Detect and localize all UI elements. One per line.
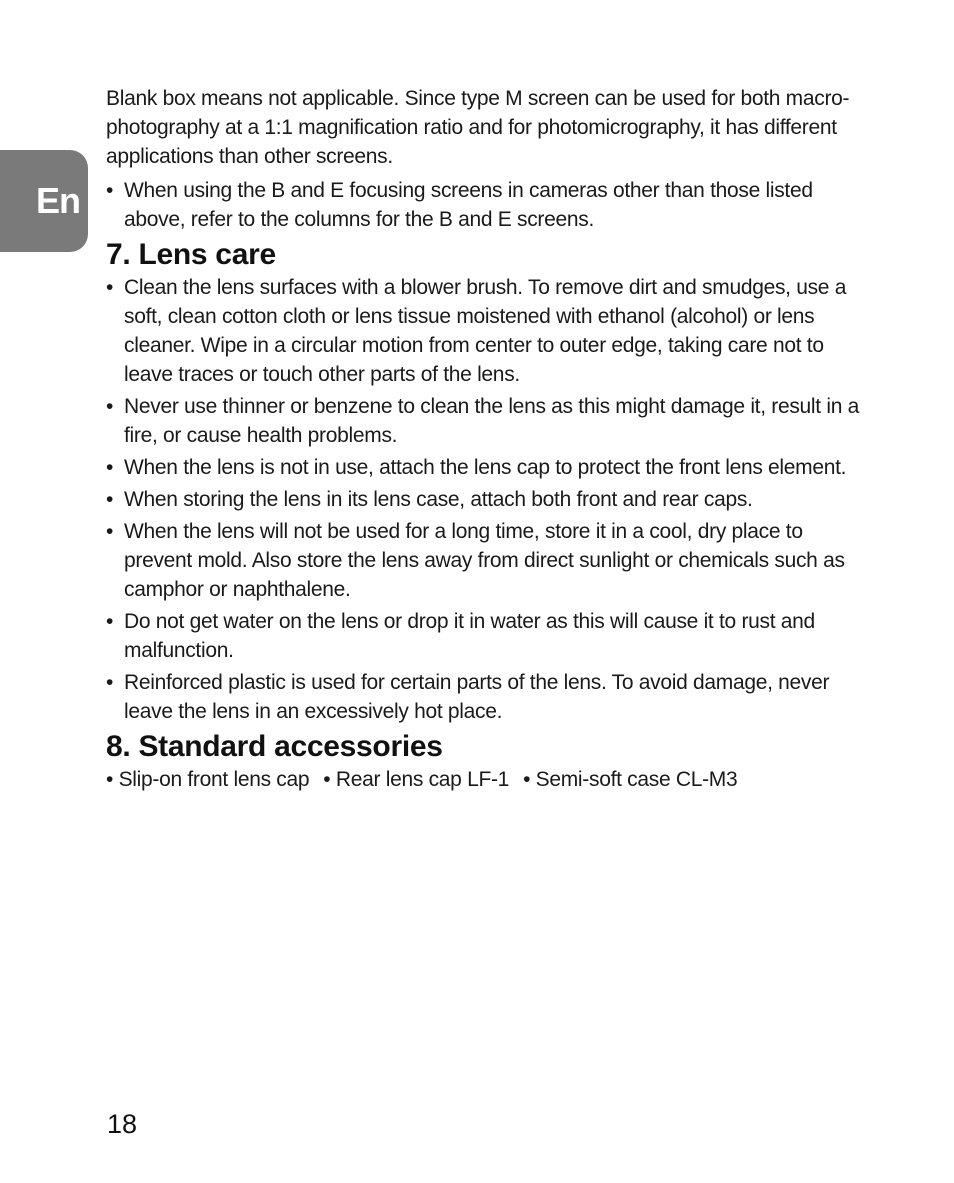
accessories-list: [106, 765, 876, 794]
list-item: • Reinforced plastic is used for certain parts of the lens. To avoid damage, never leave the lens in an excessively hot place.: [106, 668, 876, 726]
language-tab: [0, 150, 88, 252]
list-item: • When the lens is not in use, attach the lens cap to protect the front lens element.: [106, 453, 876, 482]
section-heading-lens-care: 7. Lens care: [106, 238, 276, 271]
list-item: • When storing the lens in its lens case, attach both front and rear caps.: [106, 485, 876, 514]
intro-paragraph: Blank box means not applicable. Since type M screen can be used for both macro-photography at a 1:1 magnification ratio and for photomicrography, it has different applications than other screens.: [106, 87, 850, 168]
list-item: • When using the B and E focusing screens in cameras other than those listed above, refer to the columns for the B and E screens.: [106, 176, 876, 234]
language-tab-label: En: [35, 180, 80, 221]
accessory-item: • Rear lens cap LF-1: [323, 765, 509, 794]
accessory-item: • Slip-on front lens cap: [106, 765, 309, 794]
list-item: • Never use thinner or benzene to clean the lens as this might damage it, result in a fire, or cause health problems.: [106, 392, 876, 450]
page-number: 18: [107, 1109, 138, 1139]
lens-care-bullet-list: [106, 273, 876, 726]
list-item: • Clean the lens surfaces with a blower brush. To remove dirt and smudges, use a soft, clean cotton cloth or lens tissue moistened with ethanol (alcohol) or lens cleaner. Wipe in a circular motion from center to outer edge, taking care not to leave traces or touch other parts of the lens.: [106, 273, 876, 389]
intro-bullet-list: [106, 176, 876, 234]
list-item: • Do not get water on the lens or drop it in water as this will cause it to rust and malfunction.: [106, 607, 876, 665]
list-item: • When the lens will not be used for a long time, store it in a cool, dry place to prevent mold. Also store the lens away from direct sunlight or chemicals such as camphor or naphthalene.: [106, 517, 876, 604]
section-heading-standard-accessories: 8. Standard accessories: [106, 730, 443, 763]
accessory-item: • Semi-soft case CL-M3: [523, 765, 737, 794]
page-content: [106, 84, 876, 794]
